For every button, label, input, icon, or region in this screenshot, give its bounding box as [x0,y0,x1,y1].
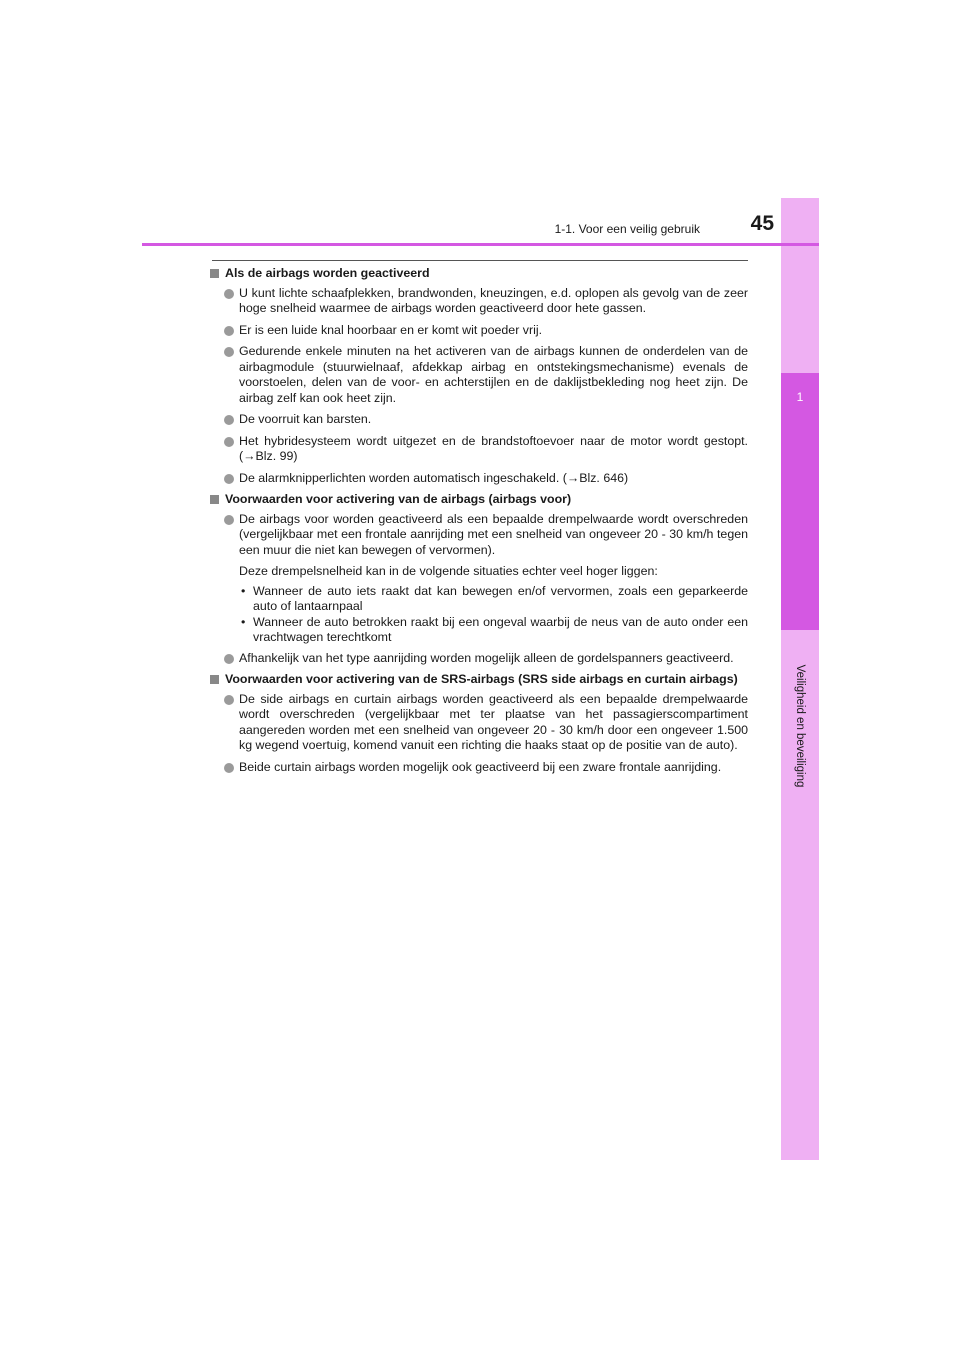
situation-list [210,584,748,646]
section-airbags-activated [210,266,748,486]
section-heading: Als de airbags worden geactiveerd [210,266,748,282]
active-chapter-marker [781,373,819,630]
square-bullet-icon [210,495,219,504]
list-item: Beide curtain airbags worden mogelijk ook geactiveerd bij een zware frontale aanrijding. [210,760,748,776]
page-number: 45 [750,212,774,235]
round-bullet-icon [224,474,234,484]
round-bullet-icon [224,289,234,299]
square-bullet-icon [210,675,219,684]
round-bullet-icon [224,437,234,447]
sub-list-item: • Wanneer de auto betrokken raakt bij een ongeval waarbij de neus van de auto onder een vrachtwagen terechtkomt [241,614,748,644]
section-heading: Voorwaarden voor activering van de SRS-airbags (SRS side airbags en curtain airbags) [210,672,748,688]
chapter-number: 1 [796,390,804,404]
round-bullet-icon [224,695,234,705]
chapter-title: Veiligheid en beveiliging [794,664,806,788]
sub-bullet-mark: • [241,583,246,598]
list-item: Het hybridesysteem wordt uitgezet en de brandstoftoevoer naar de motor wordt gestopt. (→Blz. 99) [210,434,748,465]
page-content [210,266,748,781]
list-item: Gedurende enkele minuten na het activeren van de airbags kunnen de onderdelen van de airbagmodule (stuurwielnaaf, afdekkap airbag en ontstekingsmechanisme) evenals de voorstoelen, delen van de voor- en achterstijlen en de daklijstbekleding nog heet zijn. De airbag zelf kan ook heet zijn. [210,344,748,406]
section-front-airbag-conditions [210,492,748,666]
list-item: Er is een luide knal hoorbaar en er komt wit poeder vrij. [210,323,748,339]
chapter-side-tab [781,198,819,1160]
round-bullet-icon [224,654,234,664]
sub-bullet-mark: • [241,614,246,629]
content-top-rule [212,260,748,261]
sub-list-item: • Wanneer de auto iets raakt dat kan bewegen en/of vervormen, zoals een geparkeerde auto of lantaarnpaal [241,583,748,613]
round-bullet-icon [224,515,234,525]
list-item: De voorruit kan barsten. [210,412,748,428]
section-heading: Voorwaarden voor activering van de airbags (airbags voor) [210,492,748,508]
list-item: De airbags voor worden geactiveerd als een bepaalde drempelwaarde wordt overschreden (vergelijkbaar met een frontale aanrijding met een snelheid van ongeveer 20 - 30 km/h tegen een muur die niet kan bewegen of vervormen). [210,512,748,559]
list-item: Afhankelijk van het type aanrijding worden mogelijk alleen de gordelspanners geactiveerd. [210,651,748,667]
round-bullet-icon [224,347,234,357]
round-bullet-icon [224,763,234,773]
header-section-title: 1-1. Voor een veilig gebruik [554,222,700,236]
list-item: De alarmknipperlichten worden automatisch ingeschakeld. (→Blz. 646) [210,471,748,487]
header-divider [142,243,819,246]
list-item: U kunt lichte schaafplekken, brandwonden, kneuzingen, e.d. oplopen als gevolg van de zeer hoge snelheid waarmee de airbags worden geactiveerd door hete gassen. [210,286,748,317]
round-bullet-icon [224,415,234,425]
list-item: De side airbags en curtain airbags worden geactiveerd als een bepaalde drempelwaarde wordt overschreden (vergelijkbaar met ter plaatse van het passagierscompartiment aangereden worden met een snelheid van ongeveer 20 - 30 km/h door een ongeveer 1.500 kg wegend voertuig, komend vanuit een richting die haaks staat op de positie van de auto). [210,692,748,754]
round-bullet-icon [224,326,234,336]
square-bullet-icon [210,269,219,278]
section-srs-airbag-conditions [210,672,748,775]
threshold-note: Deze drempelsnelheid kan in de volgende situaties echter veel hoger liggen: [239,564,658,578]
